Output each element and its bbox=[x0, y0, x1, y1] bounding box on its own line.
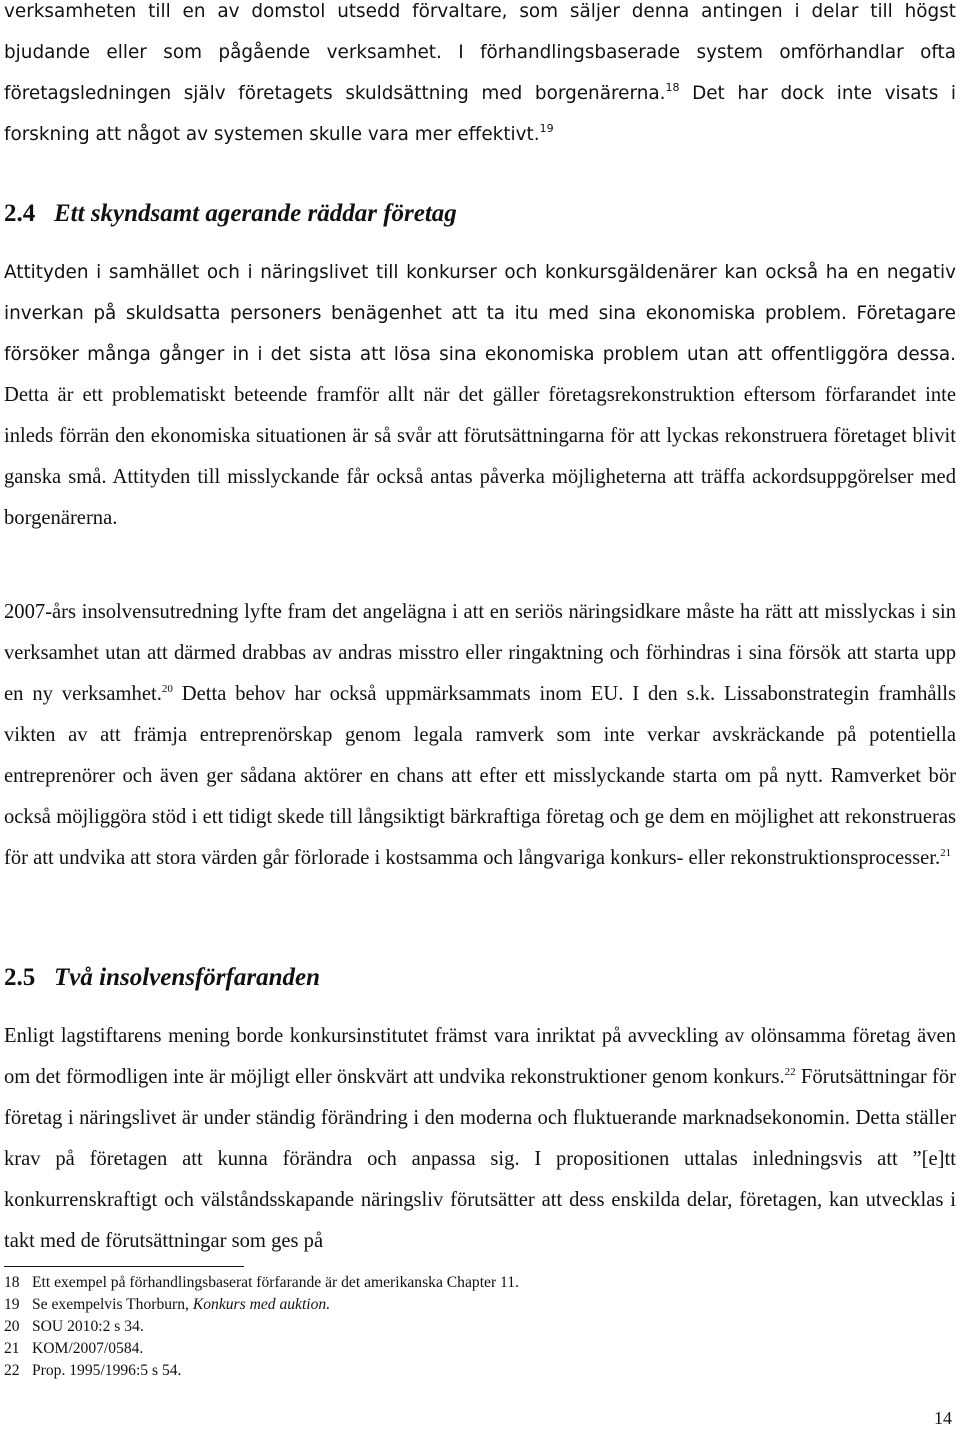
attitude-text-a: Attityden i samhället och i näringslivet till konkurser och konkursgäldenärer kan också ha en negativ inverkan på skuldsatta personers benägenhet att ta itu med sina ekonomiska problem. Företagare försöker många gånger in i det sista att lösa sina ekonomiska problem utan att offentliggöra dessa. bbox=[4, 262, 956, 365]
section-heading-2-5 bbox=[4, 963, 320, 993]
section-title: Två insolvensförfaranden bbox=[54, 964, 320, 991]
inquiry-text-a: 2007-års insolvensutredning lyfte fram det angelägna i att en seriös näringsidkare måste ha rätt att misslyckas i sin verksamhet utan att därmed drabbas av andras misstro eller ringaktning och förhindras i sina försök att starta upp en ny verksamhet. bbox=[4, 601, 956, 705]
section-title: Ett skyndsamt agerande räddar företag bbox=[54, 200, 457, 227]
footnote-list bbox=[4, 1272, 519, 1382]
footnote-text: SOU 2010:2 s 34. bbox=[32, 1318, 144, 1335]
footnote-text: Se exempelvis Thorburn, bbox=[32, 1296, 193, 1313]
inquiry-text-b: Detta behov har också uppmärksammats inom EU. I den s.k. Lissabonstrategin framhålls vikten av att främja entreprenörskap genom legala ramverk som inte verkar avskräckande på potentiella entreprenörer och även ger sådana aktörer en chans att efter ett misslyckande starta om på nytt. Ramverket bör också möjliggöra stöd i ett tidigt skede till långsiktigt bärkraftiga företag och ge dem en möjlighet att rekonstrueras för att undvika att stora värden går förlorade i kostsamma och långvariga konkurs- eller rekonstruktionsprocesser. bbox=[4, 683, 956, 869]
footnote-item bbox=[4, 1360, 519, 1382]
section-number: 2.5 bbox=[4, 964, 36, 991]
footnote-ref-20: 20 bbox=[161, 683, 173, 695]
footnote-ref-19: 19 bbox=[539, 122, 554, 135]
footnote-item bbox=[4, 1316, 519, 1338]
footnote-number: 22 bbox=[4, 1362, 20, 1379]
intro-text-a: verksamheten till en av domstol utsedd förvaltare, som säljer denna antingen i delar till högst bjudande eller som pågående verksamhet. I förhandlingsbaserade system omförhandlar ofta företagsledningen själv företagets skuldsättning med borgenärerna. bbox=[4, 1, 956, 104]
intro-paragraph bbox=[4, 0, 956, 155]
footnote-text: Ett exempel på förhandlingsbaserat förfarande är det amerikanska Chapter 11. bbox=[32, 1274, 519, 1291]
footnote-ref-22: 22 bbox=[784, 1066, 796, 1078]
footnote-ref-21: 21 bbox=[940, 847, 952, 859]
footnote-separator bbox=[4, 1266, 244, 1267]
procedures-text-b: Förutsättningar för företag i näringslivet är under ständig förändring i den moderna och fluktuerande marknadsekonomin. Detta ställer krav på företagen att kunna förändra och anpassa sig. I propositionen uttalas inledningsvis att ”[e]tt konkurrenskraftigt och välståndsskapande näringsliv förutsätter att dess enskilda delar, företagen, kan utvecklas i takt med de förutsättningar som ges på bbox=[4, 1066, 956, 1252]
insolvency-inquiry-paragraph bbox=[4, 592, 956, 879]
procedures-text-a: Enligt lagstiftarens mening borde konkursinstitutet främst vara inriktat på avveckling av olönsamma företag även om det förmodligen inte är möjligt eller önskvärt att undvika rekonstruktioner genom konkurs. bbox=[4, 1025, 956, 1088]
footnote-ref-18: 18 bbox=[665, 81, 680, 94]
footnote-item bbox=[4, 1272, 519, 1294]
attitude-paragraph bbox=[4, 252, 956, 539]
footnote-number: 18 bbox=[4, 1274, 20, 1291]
section-number: 2.4 bbox=[4, 200, 36, 227]
footnote-number: 21 bbox=[4, 1340, 20, 1357]
footnote-text: Prop. 1995/1996:5 s 54. bbox=[32, 1362, 182, 1379]
footnote-item bbox=[4, 1338, 519, 1360]
footnote-item bbox=[4, 1294, 519, 1316]
footnote-italic-title: Konkurs med auktion. bbox=[192, 1296, 331, 1313]
section-heading-2-4 bbox=[4, 199, 457, 229]
attitude-text-b: Detta är ett problematiskt beteende framför allt när det gäller företagsrekonstruktion eftersom förfarandet inte inleds förrän den ekonomiska situationen är så svår att förutsättningarna för att lyckas rekonstruera företaget blivit ganska små. Attityden till misslyckande får också antas påverka möjligheterna att träffa ackordsuppgörelser med borgenärerna. bbox=[4, 384, 956, 529]
intro-text-b: Det har dock inte visats i forskning att något av systemen skulle vara mer effektivt. bbox=[4, 83, 956, 145]
footnote-text: KOM/2007/0584. bbox=[32, 1340, 144, 1357]
page-number: 14 bbox=[934, 1408, 952, 1428]
footnote-number: 20 bbox=[4, 1318, 20, 1335]
two-procedures-paragraph bbox=[4, 1016, 956, 1262]
footnote-number: 19 bbox=[4, 1296, 20, 1313]
